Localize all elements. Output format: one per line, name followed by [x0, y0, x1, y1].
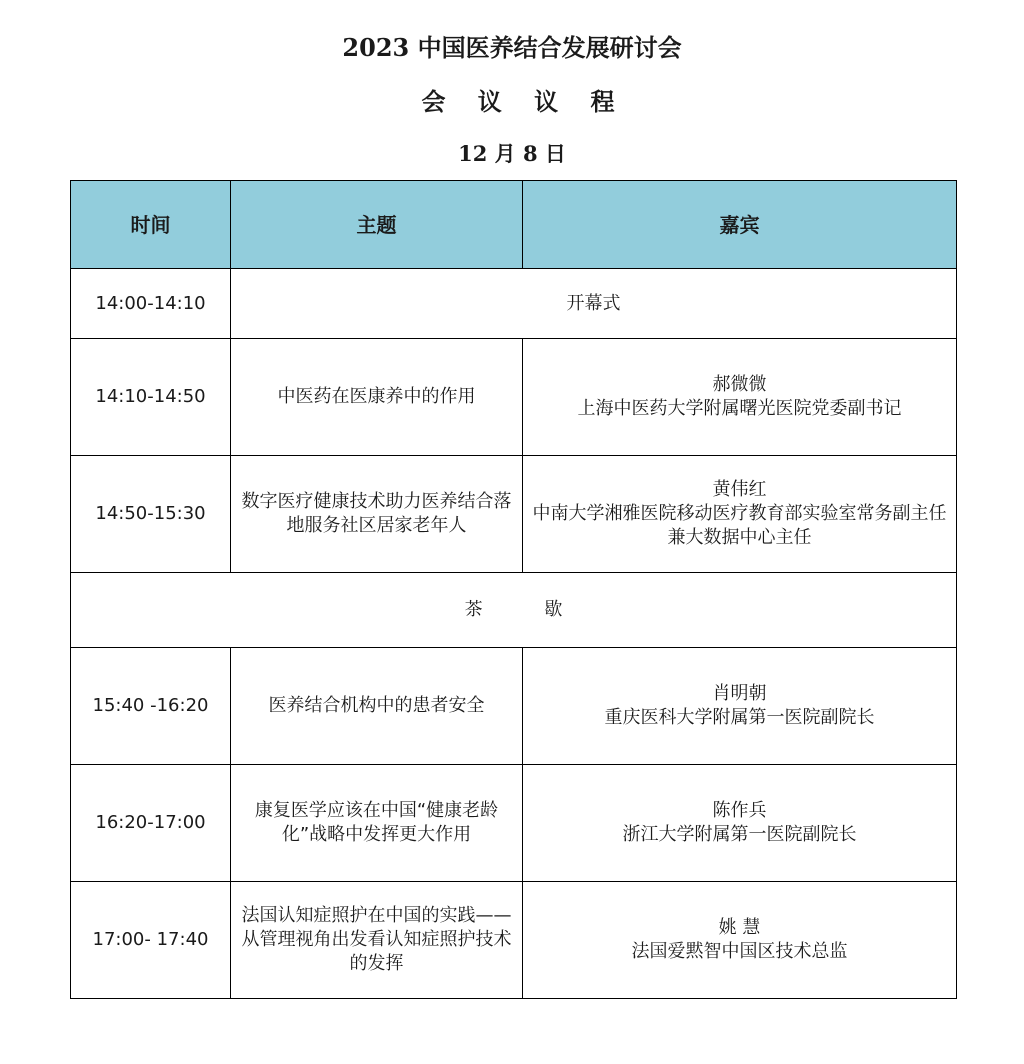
table-row	[71, 269, 957, 339]
session-merged: 开幕式	[231, 269, 957, 339]
guest-name: 姚 慧	[718, 917, 761, 938]
session-guest	[523, 882, 957, 999]
guest-role: 法国爱黙智中国区技术总监	[631, 941, 848, 962]
guest-name: 肖明朝	[712, 683, 767, 704]
session-time: 16:20-17:00	[71, 765, 231, 882]
guest-role: 上海中医药大学附属曙光医院党委副书记	[577, 398, 902, 419]
session-topic: 医养结合机构中的患者安全	[231, 648, 523, 765]
header-time: 时间	[71, 181, 231, 269]
agenda-table	[70, 180, 957, 999]
table-row	[71, 456, 957, 573]
guest-name: 郝微微	[712, 374, 767, 395]
session-guest	[523, 765, 957, 882]
tea-break	[71, 573, 957, 648]
session-guest	[523, 648, 957, 765]
header-topic: 主题	[231, 181, 523, 269]
session-time: 15:40 -16:20	[71, 648, 231, 765]
session-time: 14:10-14:50	[71, 339, 231, 456]
guest-role: 浙江大学附属第一医院副院长	[622, 824, 857, 845]
session-time: 14:50-15:30	[71, 456, 231, 573]
page-title: 2023 中国医养结合发展研讨会	[342, 33, 682, 62]
session-topic: 康复医学应该在中国“健康老龄化”战略中发挥更大作用	[231, 765, 523, 882]
session-guest	[523, 339, 957, 456]
session-topic: 中医药在医康养中的作用	[231, 339, 523, 456]
session-topic: 法国认知症照护在中国的实践——从管理视角出发看认知症照护技术的发挥	[231, 882, 523, 999]
table-row	[71, 648, 957, 765]
table-row	[71, 882, 957, 999]
header-guest: 嘉宾	[523, 181, 957, 269]
meeting-date: 12 月 8 日	[458, 141, 566, 166]
session-topic: 数字医疗健康技术助力医养结合落地服务社区居家老年人	[231, 456, 523, 573]
guest-name: 陈作兵	[712, 800, 767, 821]
session-guest	[523, 456, 957, 573]
tea-break-label: 茶 歇	[464, 599, 591, 620]
table-row	[71, 339, 957, 456]
table-header-row	[71, 181, 957, 269]
session-time: 14:00-14:10	[71, 269, 231, 339]
guest-name: 黄伟红	[712, 479, 767, 500]
table-row-break	[71, 573, 957, 648]
session-time: 17:00- 17:40	[71, 882, 231, 999]
table-row	[71, 765, 957, 882]
page-subtitle: 会 议 议 程	[421, 87, 627, 116]
guest-role: 重庆医科大学附属第一医院副院长	[604, 707, 875, 728]
guest-role: 中南大学湘雅医院移动医疗教育部实验室常务副主任兼大数据中心主任	[532, 503, 947, 548]
